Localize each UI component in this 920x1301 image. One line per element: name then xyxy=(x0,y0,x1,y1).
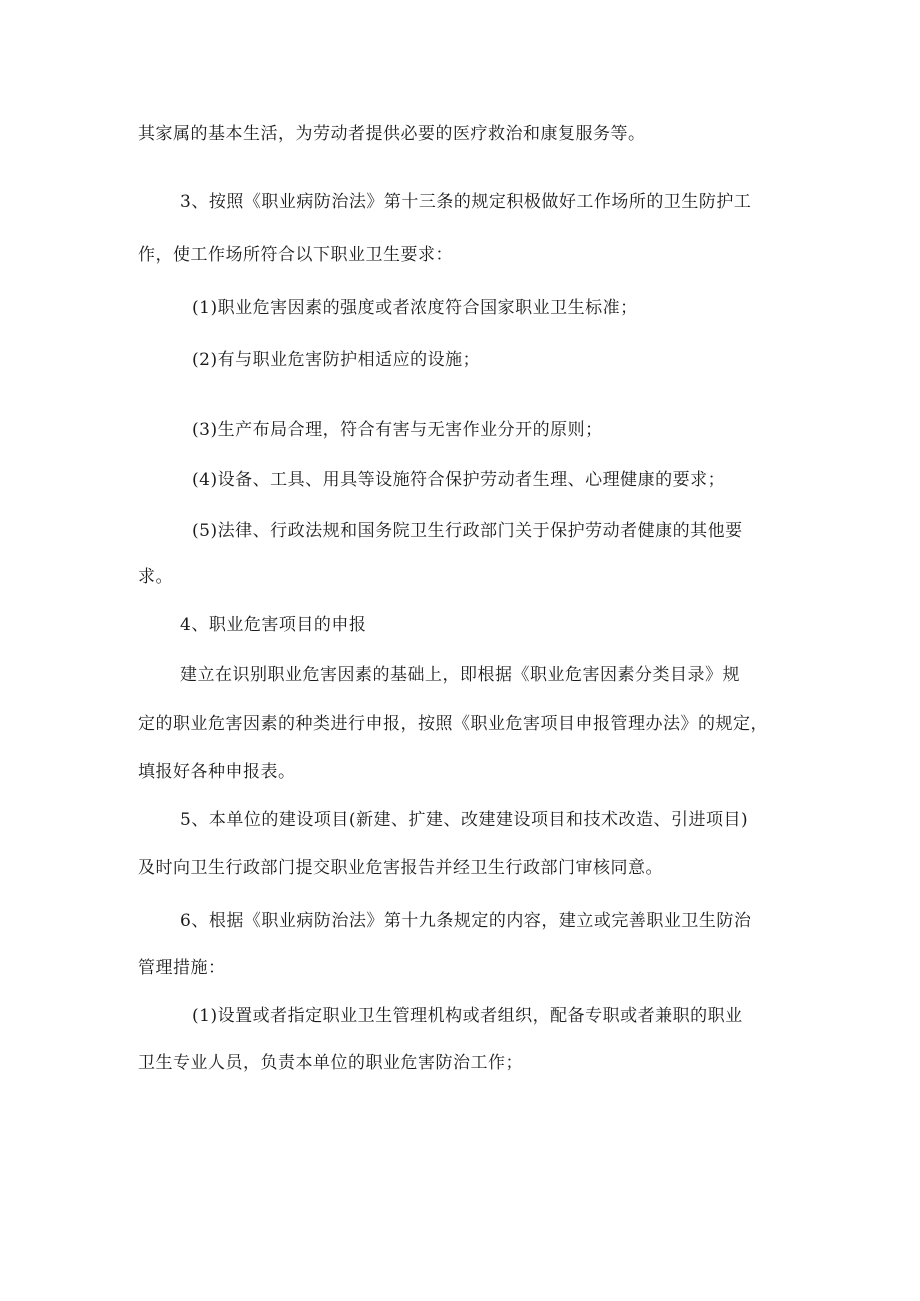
text-line-sub-5: (5)法律、行政法规和国务院卫生行政部门关于保护劳动者健康的其他要 xyxy=(192,521,743,541)
text-line-item-6-heading: 6、根据《职业病防治法》第十九条规定的内容，建立或完善职业卫生防治 xyxy=(180,911,752,931)
text-line-sub-4: (4)设备、工具、用具等设施符合保护劳动者生理、心理健康的要求； xyxy=(192,470,726,490)
text-line-item-4-body-2: 定的职业危害因素的种类进行申报，按照《职业危害项目申报管理办法》的规定， xyxy=(138,714,768,734)
text-line-sub-2: (2)有与职业危害防护相适应的设施； xyxy=(192,350,481,370)
text-line-item-6-continuation: 管理措施： xyxy=(138,958,226,978)
text-line-item-4-heading: 4、职业危害项目的申报 xyxy=(180,615,367,635)
text-line-item-3-heading: 3、按照《职业病防治法》第十三条的规定积极做好工作场所的卫生防护工 xyxy=(180,192,752,212)
text-line-item-4-body-3: 填报好各种申报表。 xyxy=(138,762,296,782)
text-line-family-life: 其家属的基本生活，为劳动者提供必要的医疗救治和康复服务等。 xyxy=(138,124,646,144)
text-line-sub-1: (1)职业危害因素的强度或者浓度符合国家职业卫生标准； xyxy=(192,298,638,318)
text-line-item-6-sub-1: (1)设置或者指定职业卫生管理机构或者组织，配备专职或者兼职的职业 xyxy=(192,1006,743,1026)
text-line-sub-5-continuation: 求。 xyxy=(138,567,173,587)
text-line-item-4-body-1: 建立在识别职业危害因素的基础上，即根据《职业危害因素分类目录》规 xyxy=(180,665,740,685)
text-line-item-6-sub-1-continuation: 卫生专业人员，负责本单位的职业危害防治工作； xyxy=(138,1053,523,1073)
text-line-item-5-continuation: 及时向卫生行政部门提交职业危害报告并经卫生行政部门审核同意。 xyxy=(138,858,663,878)
text-line-item-5-heading: 5、本单位的建设项目(新建、扩建、改建建设项目和技术改造、引进项目) xyxy=(180,810,749,830)
text-line-sub-3: (3)生产布局合理，符合有害与无害作业分开的原则； xyxy=(192,420,603,440)
text-line-item-3-continuation: 作，使工作场所符合以下职业卫生要求： xyxy=(138,245,453,265)
